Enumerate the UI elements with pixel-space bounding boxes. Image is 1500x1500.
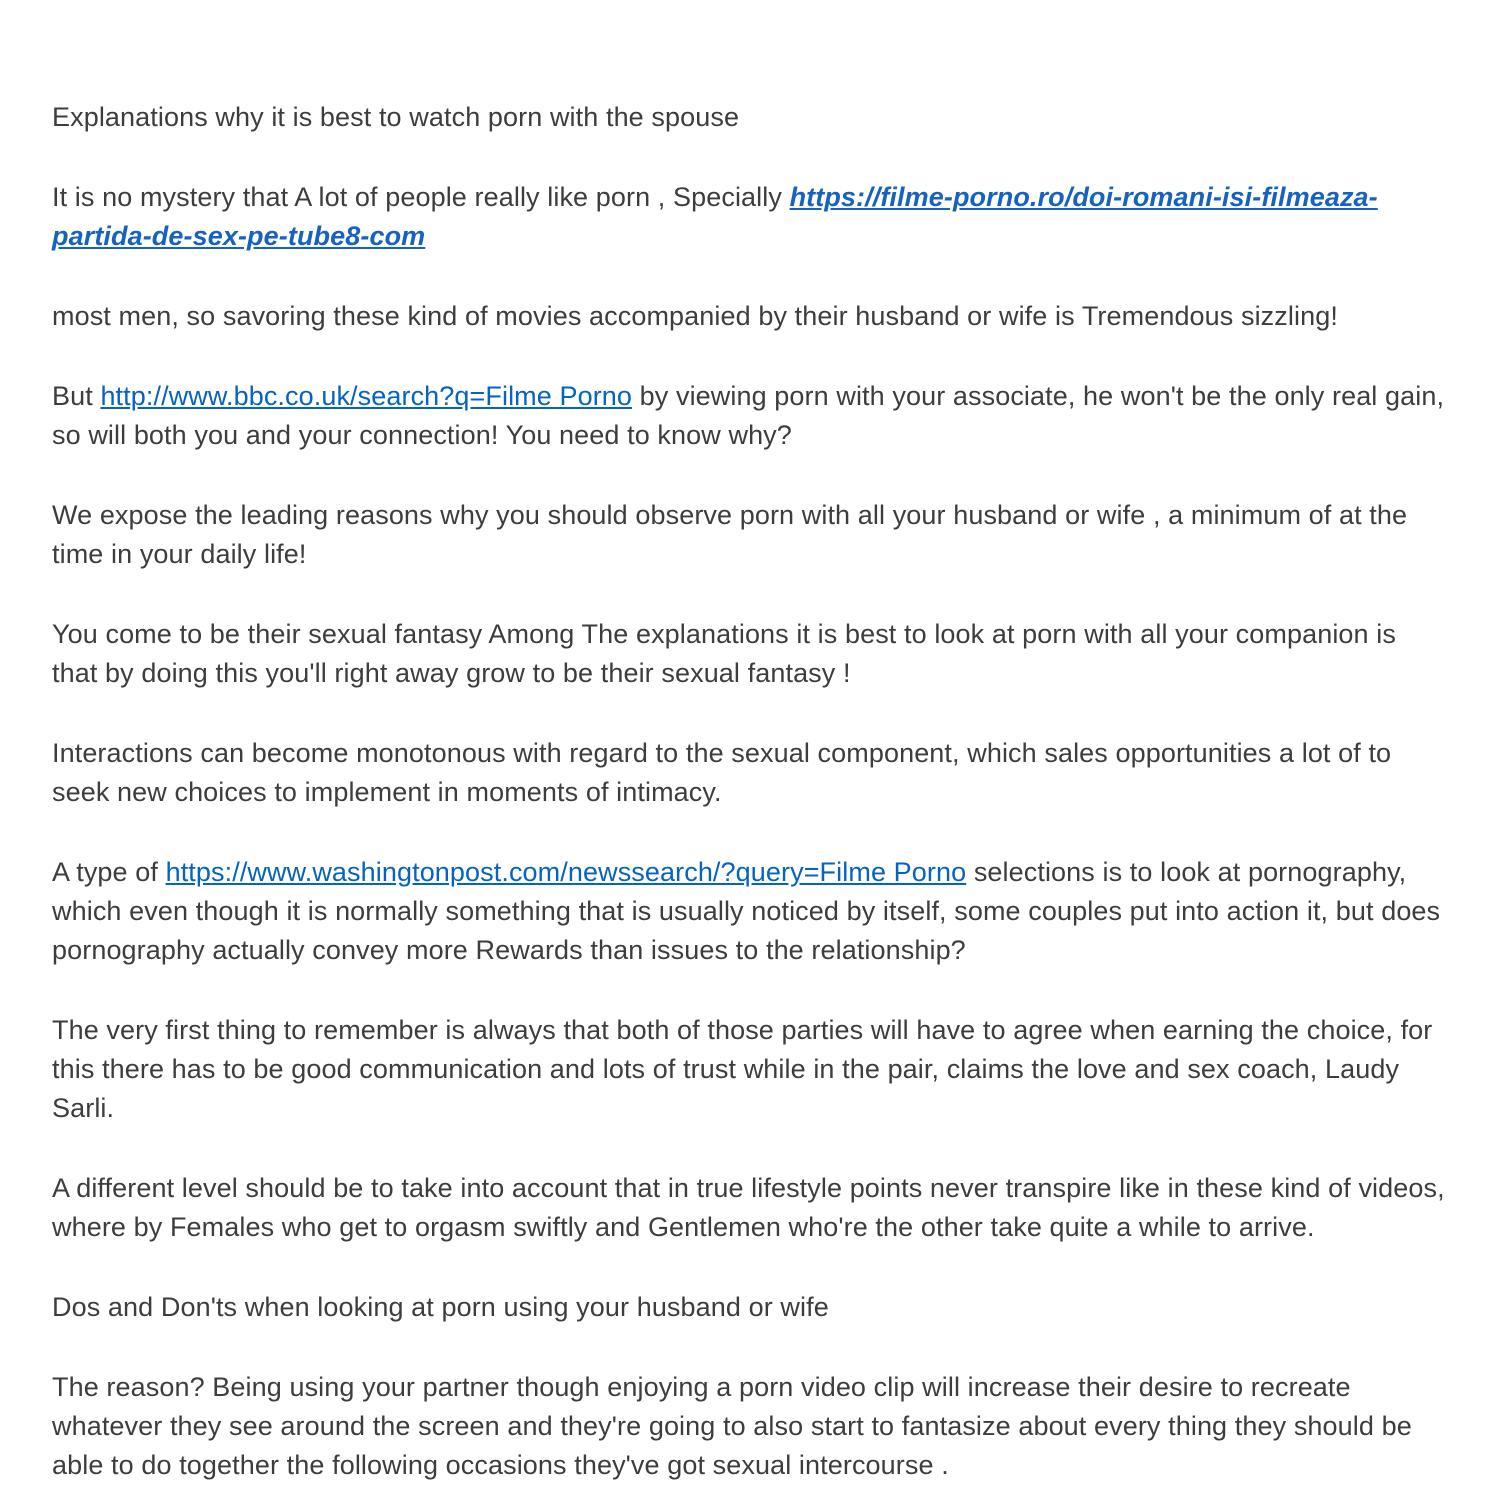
- paragraph-the-reason: [52, 1368, 1448, 1485]
- link-filme-porno[interactable]: https://filme-porno.ro/doi-romani-isi-filmeaza-partida-de-sex-pe-tube8-com: [52, 182, 1378, 251]
- paragraph-title: [52, 98, 1448, 137]
- wapo-text-before: A type of: [52, 857, 166, 887]
- wapo-text-after: selections is to look at pornography, which even though it is normally something that is usually noticed by itself, some couples put into action it, but does pornography actually convey more Rewards than issues to the relationship?: [52, 857, 1441, 965]
- paragraph-most-men: [52, 297, 1448, 336]
- most-men-text: most men, so savoring these kind of movies accompanied by their husband or wife is Tremendous sizzling!: [52, 301, 1338, 331]
- paragraph-bbc: [52, 377, 1448, 455]
- paragraph-interactions: [52, 734, 1448, 812]
- sexual-fantasy-text: You come to be their sexual fantasy Among The explanations it is best to look at porn with all your companion is that by doing this you'll right away grow to be their sexual fantasy !: [52, 619, 1396, 688]
- title-text: Explanations why it is best to watch porn with the spouse: [52, 102, 740, 132]
- paragraph-intro: [52, 178, 1448, 256]
- paragraph-different-level: [52, 1169, 1448, 1247]
- paragraph-washingtonpost: [52, 853, 1448, 970]
- expose-reasons-text: We expose the leading reasons why you should observe porn with all your husband or wife , a minimum of at the time in your daily life!: [52, 500, 1408, 569]
- intro-text: It is no mystery that A lot of people really like porn , Specially: [52, 182, 790, 212]
- link-bbc-search[interactable]: http://www.bbc.co.uk/search?q=Filme Porno: [100, 381, 633, 411]
- paragraph-expose-reasons: [52, 496, 1448, 574]
- paragraph-sexual-fantasy: [52, 615, 1448, 693]
- bbc-text-after: by viewing porn with your associate, he won't be the only real gain, so will both you and your connection! You need to know why?: [52, 381, 1445, 450]
- paragraph-dos-donts: [52, 1288, 1448, 1327]
- paragraph-first-thing: [52, 1011, 1448, 1128]
- interactions-text: Interactions can become monotonous with regard to the sexual component, which sales opportunities a lot of to seek new choices to implement in moments of intimacy.: [52, 738, 1392, 807]
- dos-donts-text: Dos and Don'ts when looking at porn using your husband or wife: [52, 1292, 829, 1322]
- link-washingtonpost-search[interactable]: https://www.washingtonpost.com/newssearch/?query=Filme Porno: [165, 857, 967, 887]
- bbc-text-before: But: [52, 381, 101, 411]
- first-thing-text: The very first thing to remember is always that both of those parties will have to agree when earning the choice, for this there has to be good communication and lots of trust while in the pair, claims the love and sex coach, Laudy Sarli.: [52, 1015, 1433, 1123]
- the-reason-text: The reason? Being using your partner though enjoying a porn video clip will increase their desire to recreate whatever they see around the screen and they're going to also start to fantasize about every thing they should be able to do together the following occasions they've got sexual intercourse .: [52, 1372, 1412, 1480]
- different-level-text: A different level should be to take into account that in true lifestyle points never transpire like in these kind of videos, where by Females who get to orgasm swiftly and Gentlemen who're the other take quite a while to arrive.: [52, 1173, 1445, 1242]
